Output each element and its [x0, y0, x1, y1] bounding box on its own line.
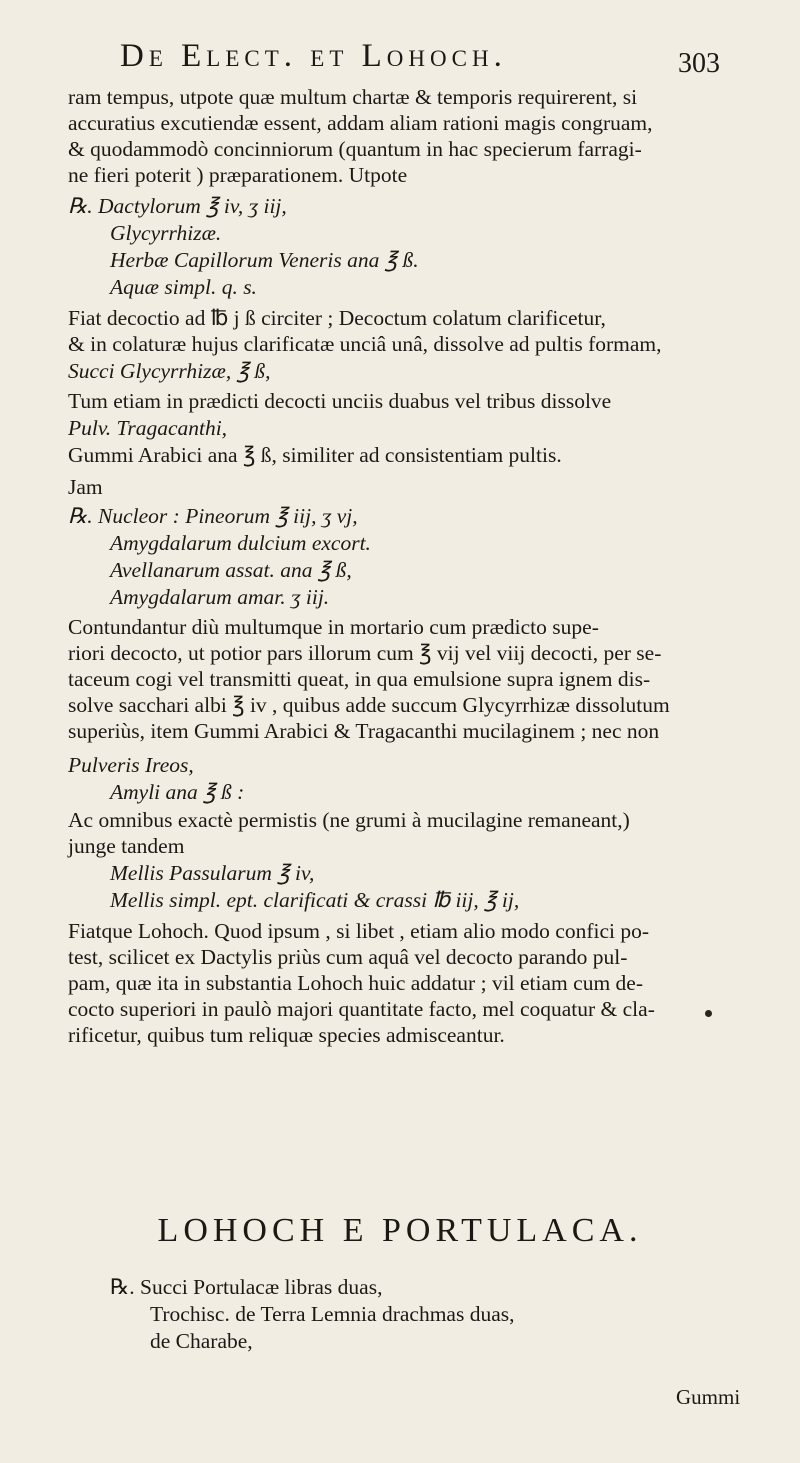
text-line: Ac omnibus exactè permistis (ne grumi à mucilagine remaneant,) — [68, 808, 630, 832]
text-line: Fiatque Lohoch. Quod ipsum , si libet , etiam alio modo confici po- — [68, 919, 650, 943]
ink-mark — [705, 1010, 712, 1017]
recipe-line: Amygdalarum amar. ʒ iij. — [110, 585, 330, 609]
text-line: cocto superiori in paulò majori quantitate facto, mel coquatur & cla- — [68, 997, 655, 1021]
recipe-line: Pulveris Ireos, — [68, 753, 194, 777]
page-header — [120, 38, 720, 88]
recipe-line: Aquæ simpl. q. s. — [110, 275, 257, 299]
running-head: De Elect. et Lohoch. — [120, 38, 507, 74]
recipe-line: ℞. Dactylorum ℥ iv, ʒ iij, — [68, 194, 287, 218]
recipe-line: ℞. Nucleor : Pineorum ℥ iij, ʒ vj, — [68, 504, 358, 528]
text-line: & quodammodò concinniorum (quantum in hac specierum farragi- — [68, 137, 642, 161]
recipe-line: Avellanarum assat. ana ℥ ß, — [110, 558, 352, 582]
page-number: 303 — [678, 48, 720, 79]
text-line: superiùs, item Gummi Arabici & Tragacanthi mucilaginem ; nec non — [68, 719, 660, 743]
text-line: Tum etiam in prædicti decocti unciis duabus vel tribus dissolve — [68, 389, 612, 413]
text-line: ne fieri poterit ) præparationem. Utpote — [68, 163, 408, 187]
text-line: test, scilicet ex Dactylis priùs cum aquâ vel decocto parando pul- — [68, 945, 628, 969]
text-line: accuratius excutiendæ essent, addam aliam rationi magis congruam, — [68, 111, 653, 135]
text-line: Jam — [68, 475, 103, 499]
text-line: Fiat decoctio ad ℔ j ß circiter ; Decoctum colatum clarificetur, — [68, 306, 606, 330]
text-line: ram tempus, utpote quæ multum chartæ & temporis requirerent, si — [68, 85, 638, 109]
recipe-line: Mellis simpl. ept. clarificati & crassi ℔ iij, ℥ ij, — [110, 888, 520, 912]
recipe-line: ℞. Succi Portulacæ libras duas, — [110, 1275, 383, 1299]
text-line: Gummi Arabici ana ℥ ß, similiter ad consistentiam pultis. — [68, 443, 562, 467]
text-line: & in colaturæ hujus clarificatæ unciâ unâ, dissolve ad pultis formam, — [68, 332, 662, 356]
recipe-line: Succi Glycyrrhizæ, ℥ ß, — [68, 359, 271, 383]
text-line: solve sacchari albi ℥ iv , quibus adde succum Glycyrrhizæ dissolutum — [68, 693, 670, 717]
text-line: Contundantur diù multumque in mortario cum prædicto supe- — [68, 615, 599, 639]
recipe-line: Mellis Passularum ℥ iv, — [110, 861, 315, 885]
recipe-line: de Charabe, — [150, 1329, 253, 1353]
text-line: taceum cogi vel transmitti queat, in qua emulsione supra ignem dis- — [68, 667, 651, 691]
recipe-line: Glycyrrhizæ. — [110, 221, 222, 245]
recipe-line: Amygdalarum dulcium excort. — [110, 531, 371, 555]
text-line: junge tandem — [68, 834, 185, 858]
text-line: riori decocto, ut potior pars illorum cum ℥ vij vel viij decocti, per se- — [68, 641, 662, 665]
recipe-line: Pulv. Tragacanthi, — [68, 416, 228, 440]
text-line: pam, quæ ita in substantia Lohoch huic addatur ; vil etiam cum de- — [68, 971, 643, 995]
catchword: Gummi — [676, 1385, 741, 1409]
text-line: rificetur, quibus tum reliquæ species admisceantur. — [68, 1023, 505, 1047]
recipe-line: Trochisc. de Terra Lemnia drachmas duas, — [150, 1302, 515, 1326]
recipe-line: Amyli ana ℥ ß : — [110, 780, 245, 804]
recipe-line: Herbæ Capillorum Veneris ana ℥ ß. — [110, 248, 419, 272]
section-title: LOHOCH E PORTULACA. — [157, 1212, 643, 1249]
